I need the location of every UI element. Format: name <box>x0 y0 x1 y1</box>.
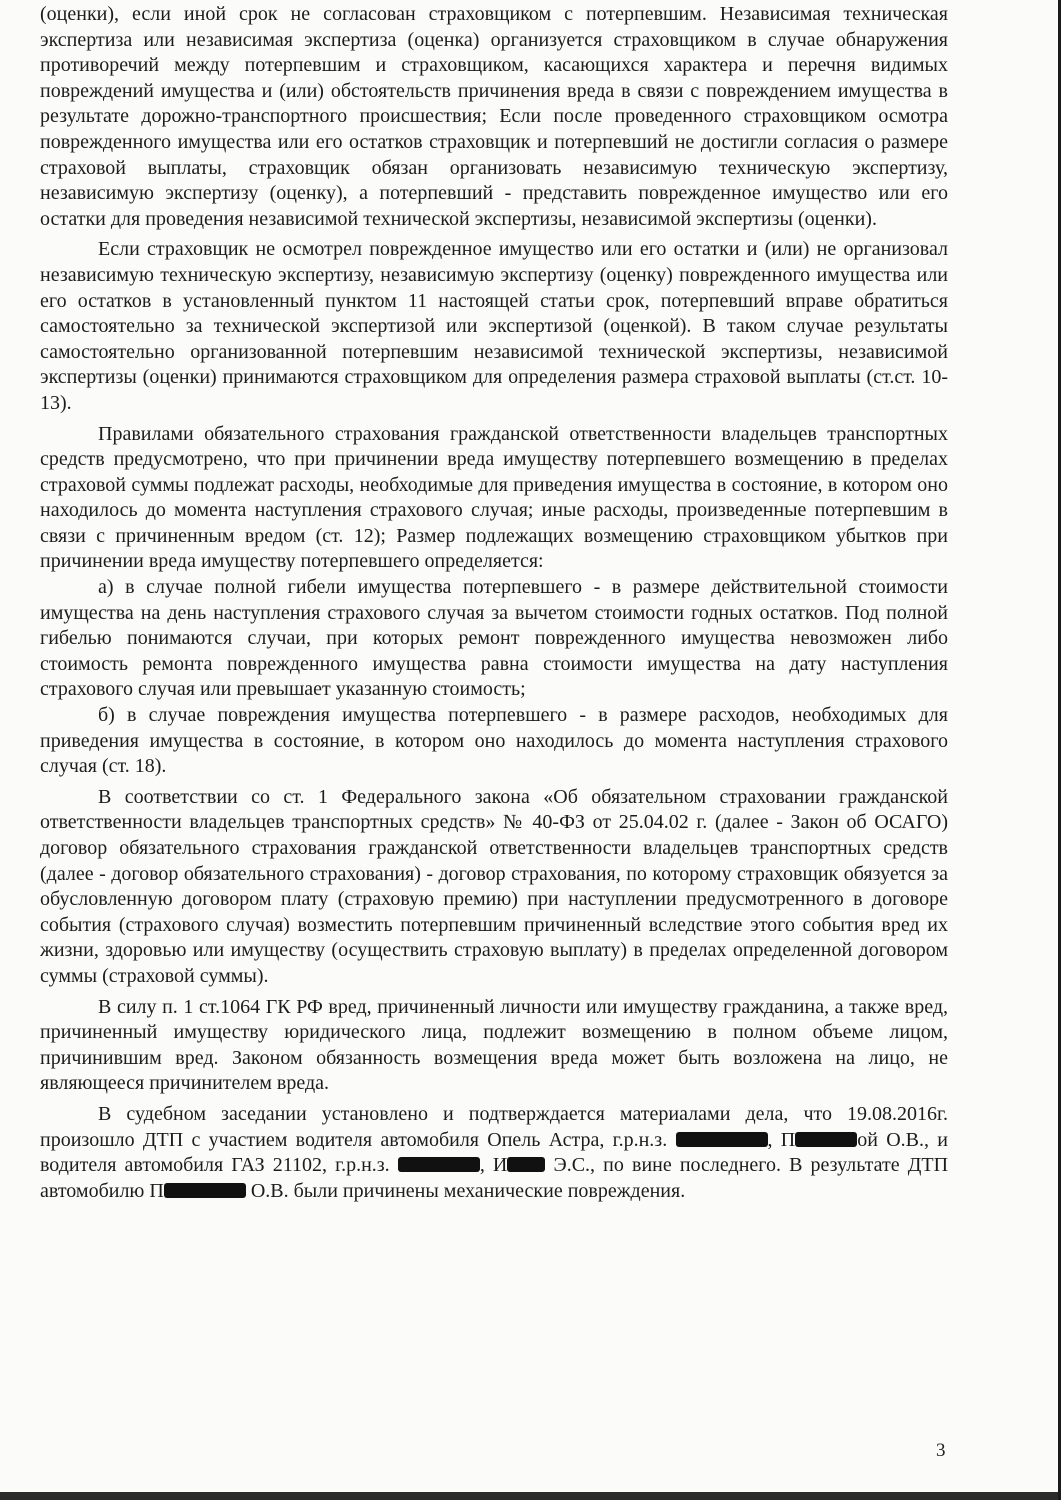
paragraph-continuation: (оценки), если иной срок не согласован страховщиком с потерпевшим. Независимая техническая экспертиза или независимая экспертиза (оценка) организуется страховщиком в случае обнаружения противоречий между потерпевшим и страховщиком, касающихся характера и перечня видимых повреждений имущества и (или) обстоятельств причинения вреда в связи с повреждением имущества в результате дорожно-транспортного происшествия; Если после проведенного страховщиком осмотра поврежденного имущества или его остатков страховщик и потерпевший не достигли согласия о размере страховой выплаты, страховщик обязан организовать независимую техническую экспертизу, независимую экспертизу (оценку), а потерпевший - представить поврежденное имущество или его остатки для проведения независимой технической экспертизы, независимой экспертизы (оценки). <box>40 3 948 230</box>
redaction-mark <box>795 1132 857 1147</box>
paragraph-item-b: б) в случае повреждения имущества потерпевшего - в размере расходов, необходимых для приведения имущества в состояние, в котором оно находилось до момента наступления страхового случая (ст. 18). <box>40 704 948 778</box>
paragraph-osago-law: В соответствии со ст. 1 Федерального закона «Об обязательном страховании гражданской ответственности владельцев транспортных средств» № 40-ФЗ от 25.04.02 г. (далее - Закон об ОСАГО) договор обязательного страхования гражданской ответственности владельцев транспортных средств (далее - договор обязательного страхования) - договор страхования, по которому страховщик обязуется за обусловленную договором плату (страховую премию) при наступлении предусмотренного в договоре события (страхового случая) возместить потерпевшим причиненный вследствие этого события вред их жизни, здоровью или имуществу (осуществить страховую выплату) в пределах определенной договором суммы (страховой суммы). <box>40 785 948 987</box>
redaction-mark <box>398 1157 480 1172</box>
paragraph-item-a: а) в случае полной гибели имущества потерпевшего - в размере действительной стоимости имущества на день наступления страхового случая за вычетом стоимости годных остатков. Под полной гибелью понимаются случаи, при которых ремонт поврежденного имущества невозможен либо стоимость ремонта поврежденного имущества равна стоимости имущества на дату наступления страхового случая или превышает указанную стоимость; <box>40 576 948 701</box>
paragraph-rules: Правилами обязательного страхования гражданской ответственности владельцев транспортных средств предусмотрено, что при причинении вреда имуществу потерпевшего возмещению в пределах страховой суммы подлежат расходы, необходимые для приведения имущества в состояние, в котором оно находилось до момента наступления страхового случая; иные расходы, произведенные потерпевшим в связи с причиненным вредом (ст. 12); Размер подлежащих возмещению страховщиком убытков при причинении вреда имуществу потерпевшего определяется: <box>40 422 948 573</box>
page-number: 3 <box>936 1440 946 1461</box>
paragraph-civil-code: В силу п. 1 ст.1064 ГК РФ вред, причиненный личности или имуществу гражданина, а также вред, причиненный имуществу юридического лица, подлежит возмещению в полном объеме лицом, причинившим вред. Законом обязанность возмещения вреда может быть возложена на лицо, не являющееся причинителем вреда. <box>40 995 948 1095</box>
paragraph-court-findings: В судебном заседании установлено и подтверждается материалами дела, что 19.08.2016г. произошло ДТП с участием водителя автомобиля Опель Астра, г.р.н.з. , П ой О.В., и водителя автомобиля ГАЗ 21102, г.р.н.з. , И Э.С., по вине последнего. В результате ДТП автомобилю П О.В. были причинены механические повреждения. <box>40 1102 949 1202</box>
redaction-mark <box>164 1183 246 1198</box>
redaction-mark <box>507 1157 545 1172</box>
document-body <box>40 2 948 1204</box>
paragraph-inspection: Если страховщик не осмотрел поврежденное имущество или его остатки и (или) не организовал независимую техническую экспертизу, независимую экспертизу (оценку) поврежденного имущества или его остатков в установленный пунктом 11 настоящей статьи срок, потерпевший вправе обратиться самостоятельно за технической экспертизой или экспертизой (оценкой). В таком случае результаты самостоятельно организованной потерпевшим независимой технической экспертизы, независимой экспертизы (оценки) принимаются страховщиком для определения размера страховой выплаты (ст.ст. 10-13). <box>40 238 948 414</box>
redaction-mark <box>676 1132 768 1147</box>
